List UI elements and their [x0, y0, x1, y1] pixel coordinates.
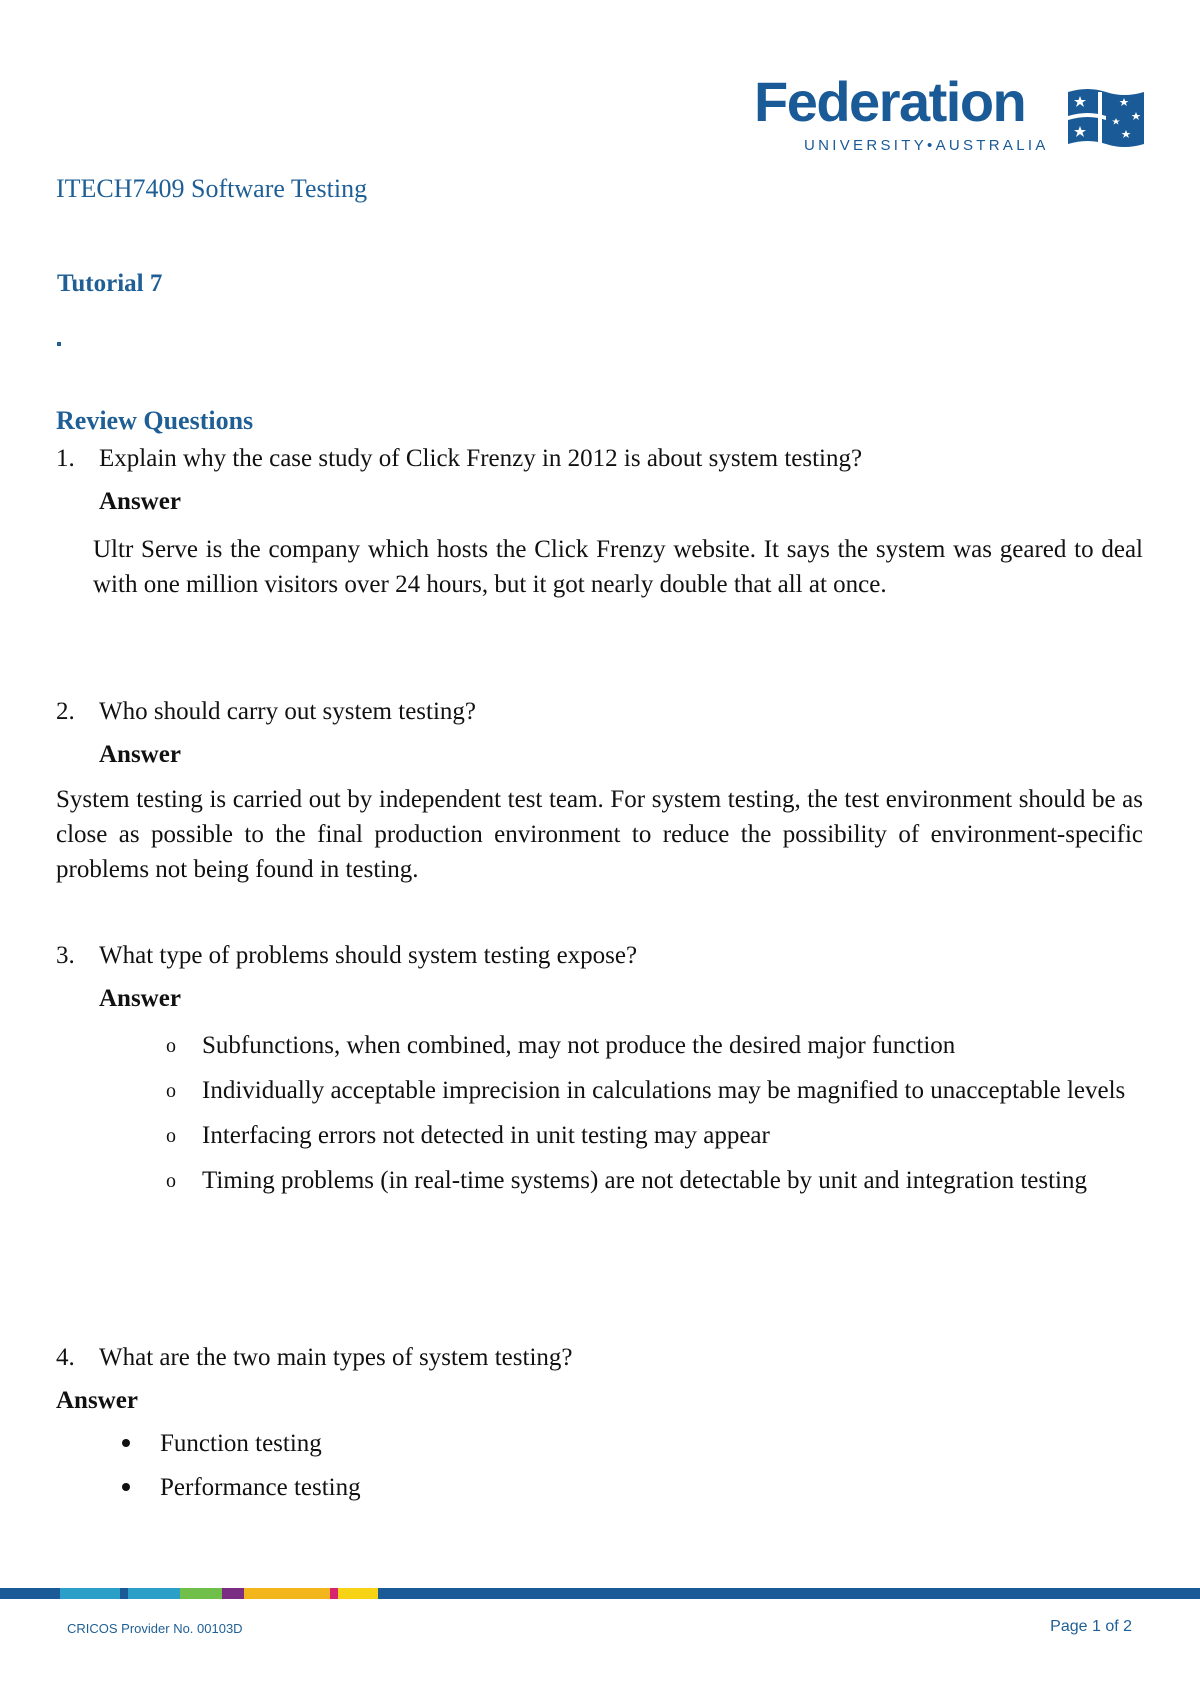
question-number: 3. [56, 942, 75, 969]
question-2 [56, 697, 1156, 727]
question-number: 2. [56, 698, 75, 725]
answer-label: Answer [99, 985, 181, 1012]
bar-gap [52, 1588, 60, 1599]
bar-gap [120, 1588, 128, 1599]
bar-segment [258, 1588, 330, 1599]
circle-bullet-icon: o [166, 1125, 176, 1147]
bar-segment [0, 1588, 52, 1599]
circle-bullet-icon: o [166, 1035, 176, 1057]
answer-label: Answer [56, 1387, 138, 1414]
question-text: Explain why the case study of Click Frenzy in 2012 is about system testing? [99, 445, 863, 472]
section-title: Review Questions [56, 406, 254, 435]
list-item: o Subfunctions, when combined, may not produce the desired major function [166, 1028, 1144, 1064]
list-item: o Timing problems (in real-time systems) are not detectable by unit and integration testing [166, 1163, 1144, 1199]
bar-segment [378, 1588, 1200, 1599]
question-text: What are the two main types of system testing? [99, 1344, 573, 1371]
footer-color-bar [0, 1588, 1200, 1599]
question-text: Who should carry out system testing? [99, 698, 477, 725]
list-item: o Individually acceptable imprecision in calculations may be magnified to unacceptable levels [166, 1073, 1144, 1109]
federation-university-logo [754, 70, 1146, 158]
logo-wordmark: Federation [754, 70, 1026, 133]
bar-segment [180, 1588, 222, 1599]
stray-dot [57, 342, 61, 346]
answer-label: Answer [99, 488, 181, 515]
answer-list [166, 1028, 1144, 1208]
disc-bullet-icon [122, 1439, 130, 1447]
circle-bullet-icon: o [166, 1170, 176, 1192]
page-number: Page 1 of 2 [1050, 1618, 1132, 1635]
question-number: 1. [56, 445, 75, 472]
bar-segment [222, 1588, 244, 1599]
course-title: ITECH7409 Software Testing [56, 174, 368, 203]
list-item: o Interfacing errors not detected in unit testing may appear [166, 1118, 1144, 1154]
list-item: Performance testing [122, 1466, 722, 1510]
bar-segment [128, 1588, 180, 1599]
answer-text: Ultr Serve is the company which hosts the Click Frenzy website. It says the system was geared to deal with one million visitors over 24 hours, but it got nearly double that all at once. [93, 536, 1143, 598]
question-text: What type of problems should system testing expose? [99, 942, 638, 969]
answer-list [122, 1422, 722, 1510]
answer-text: System testing is carried out by independent test team. For system testing, the test environment should be as close as possible to the final production environment to reduce the possibility of environment-specific problems not being found in testing. [56, 786, 1143, 883]
bar-segment [330, 1588, 338, 1599]
bar-segment [60, 1588, 120, 1599]
bar-segment [338, 1588, 378, 1599]
bar-segment [244, 1588, 258, 1599]
circle-bullet-icon: o [166, 1080, 176, 1102]
answer-label: Answer [99, 741, 181, 768]
logo-subtitle: UNIVERSITY•AUSTRALIA [804, 137, 1049, 154]
disc-bullet-icon [122, 1483, 130, 1491]
question-4 [56, 1343, 1156, 1373]
tutorial-title: Tutorial 7 [57, 270, 163, 297]
cricos-provider: CRICOS Provider No. 00103D [67, 1621, 243, 1636]
question-3 [56, 941, 1156, 971]
question-1 [56, 444, 1156, 474]
list-item: Function testing [122, 1422, 722, 1466]
southern-cross-flag-icon [1066, 86, 1146, 150]
question-number: 4. [56, 1344, 75, 1371]
